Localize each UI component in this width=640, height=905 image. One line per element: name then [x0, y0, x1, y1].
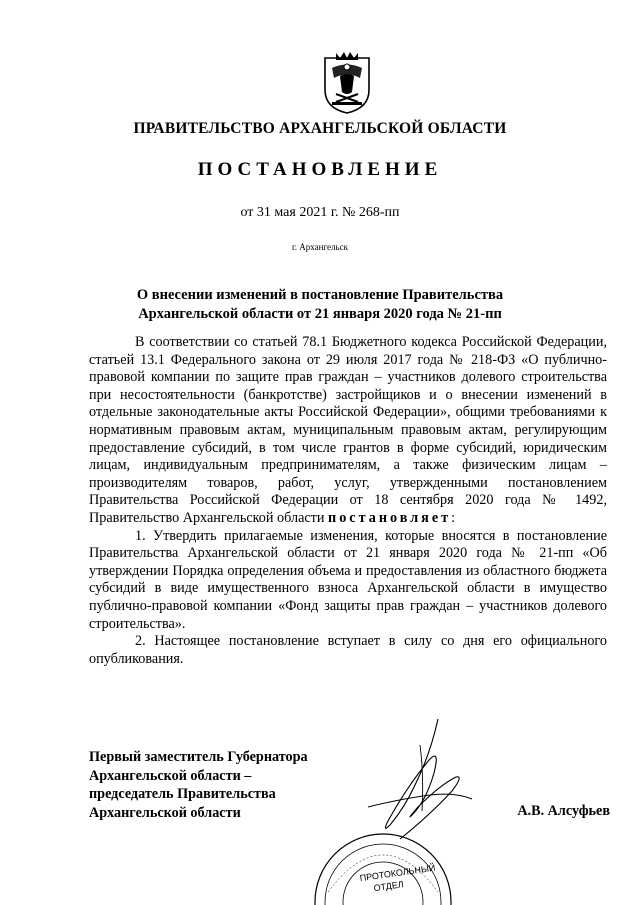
government-title: ПРАВИТЕЛЬСТВО АРХАНГЕЛЬСКОЙ ОБЛАСТИ — [133, 120, 507, 137]
heading-line-1: О внесении изменений в постановление Правительства — [136, 287, 504, 303]
document-type: ПОСТАНОВЛЕНИЕ — [197, 159, 443, 180]
svg-text:ПРОТОКОЛЬНЫЙ: ПРОТОКОЛЬНЫЙ — [359, 862, 436, 884]
paragraph-item-2: 2. Настоящее постановление вступает в силу со дня его официального опубликования. — [89, 633, 607, 667]
paragraph-item-1: 1. Утвердить прилагаемые изменения, которые вносятся в постановление Правительства Архангельской области от 21 января 2020 года № 21-пп «Об утверждении Порядка определения объема и предоставления из областного бюджета субсидий в виде имущественного взноса Архангельской области в имущество публично-правовой компании «Фонд защиты прав граждан – участников долевого строительства». — [89, 527, 607, 632]
document-city: г. Архангельск — [292, 242, 348, 252]
signatory-line-2: Архангельской области – — [89, 767, 252, 784]
signatory-position — [89, 748, 359, 822]
svg-text:ОТДЕЛ: ОТДЕЛ — [372, 879, 405, 894]
signatory-line-1: Первый заместитель Губернатора — [89, 749, 308, 765]
decree-colon: : — [451, 509, 456, 526]
preamble-text: В соответствии со статьей 78.1 Бюджетного кодекса Российской Федерации, статьей 13.1 Федерального закона от 29 июля 2017 года № 218-ФЗ «О публично-правовой компании по защите прав граждан – участников долевого строительства при несостоятельности (банкротстве) застройщиков и о внесении изменений в отдельные законодательные акты Российской Федерации», общими требованиями к нормативным правовым актам, муниципальным правовым актам, регулирующим предоставление субсидий, в том числе грантов в форме субсидий, юридическим лицам, индивидуальным предпринимателям, а также физическим лицам – производителям товаров, работ, услуг, утвержденными постановлением Правительства Российской Федерации от 18 сентября 2020 года № 1492, Правительство Архангельской области — [89, 334, 607, 526]
document-date-number: от 31 мая 2021 г. № 268-пп — [240, 205, 400, 220]
coat-of-arms-icon — [322, 52, 372, 114]
signatory-line-3: председатель Правительства — [89, 786, 276, 802]
heading-line-2: Архангельской области от 21 января 2020 года № 21-пп — [138, 306, 502, 322]
document-heading — [90, 286, 550, 324]
signatory-line-4: Архангельской области — [89, 804, 241, 821]
document-body — [89, 334, 607, 668]
decree-word: постановляет — [328, 509, 452, 526]
paragraph-preamble — [89, 334, 607, 528]
signatory-name: А.В. Алсуфьев — [517, 803, 610, 819]
official-stamp-icon — [308, 812, 458, 905]
